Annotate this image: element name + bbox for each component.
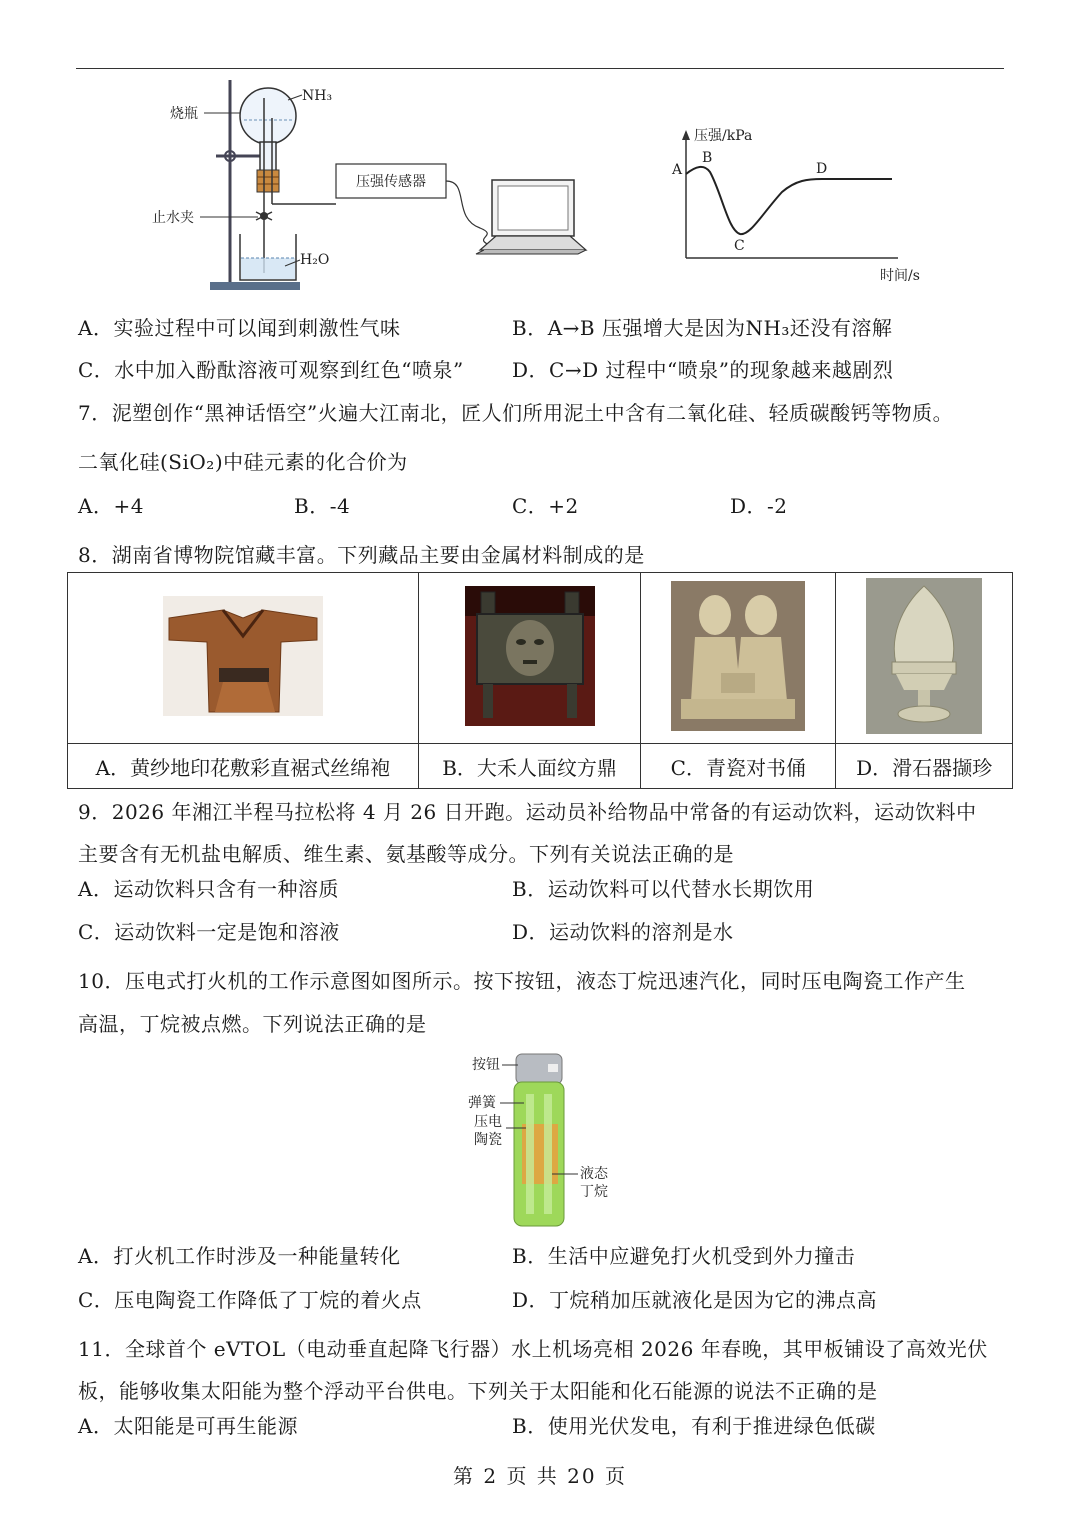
flask bbox=[240, 88, 296, 144]
q10-option-a: A．打火机工作时涉及一种能量转化 bbox=[78, 1244, 401, 1268]
q9-option-b: B．运动饮料可以代替水长期饮用 bbox=[512, 877, 815, 901]
q7-option-a: A．+4 bbox=[78, 494, 144, 518]
artifact-cell-c bbox=[641, 573, 836, 744]
point-c-label: C bbox=[734, 238, 745, 254]
artifact-caption-c: C．青瓷对书俑 bbox=[641, 744, 836, 789]
q8-artifact-table bbox=[67, 572, 1013, 789]
q10-option-d: D．丁烷稍加压就液化是因为它的沸点高 bbox=[512, 1288, 878, 1312]
butane-label-2: 丁烷 bbox=[580, 1184, 608, 1200]
button-label: 按钮 bbox=[472, 1057, 500, 1073]
computer-keyboard bbox=[480, 236, 586, 250]
q10-option-b: B．生活中应避免打火机受到外力撞击 bbox=[512, 1244, 856, 1268]
artifact-cell-d bbox=[836, 573, 1013, 744]
stopper bbox=[257, 170, 279, 192]
pressure-curve bbox=[686, 167, 892, 234]
q9-option-d: D．运动饮料的溶剂是水 bbox=[512, 920, 734, 944]
q7-stem-line2: 二氧化硅(SiO₂)中硅元素的化合价为 bbox=[78, 450, 408, 474]
flask-label: 烧瓶 bbox=[170, 106, 198, 122]
stand-base bbox=[210, 282, 300, 290]
artifact-caption-b: B．大禾人面纹方鼎 bbox=[418, 744, 641, 789]
q8-stem: 8．湖南省博物院馆藏丰富。下列藏品主要由金属材料制成的是 bbox=[78, 543, 645, 567]
q9-option-a: A．运动饮料只含有一种溶质 bbox=[78, 877, 339, 901]
piezo-label-1: 压电 bbox=[474, 1114, 502, 1130]
point-d-label: D bbox=[816, 161, 828, 177]
q9-stem-line1: 9．2026 年湘江半程马拉松将 4 月 26 日开跑。运动员补给物品中常备的有运动饮料，运动饮料中 bbox=[78, 800, 977, 824]
piezo-label-2: 陶瓷 bbox=[474, 1132, 502, 1148]
q10-option-c: C．压电陶瓷工作降低了丁烷的着火点 bbox=[78, 1288, 422, 1312]
sensor-label: 压强传感器 bbox=[356, 174, 426, 190]
y-axis-label: 压强/kPa bbox=[694, 128, 753, 144]
q11-stem-line1: 11．全球首个 eVTOL（电动垂直起降飞行器）水上机场亮相 2026 年春晚，其甲板铺设了高效光伏 bbox=[78, 1337, 988, 1361]
water-label: H₂O bbox=[300, 252, 330, 268]
talc-vessel-image bbox=[866, 578, 982, 734]
q7-option-d: D．-2 bbox=[730, 494, 788, 518]
q6-option-a: A．实验过程中可以闻到刺激性气味 bbox=[78, 316, 401, 340]
artifact-cell-a bbox=[68, 573, 419, 744]
lighter-diagram bbox=[462, 1050, 622, 1230]
q11-option-b: B．使用光伏发电，有利于推进绿色低碳 bbox=[512, 1414, 876, 1438]
q7-option-c: C．+2 bbox=[512, 494, 579, 518]
artifact-caption-d: D．滑石器撷珍 bbox=[836, 744, 1013, 789]
point-b-label: B bbox=[702, 150, 713, 166]
q10-stem-line1: 10．压电式打火机的工作示意图如图所示。按下按钮，液态丁烷迅速汽化，同时压电陶瓷工作产生 bbox=[78, 969, 966, 993]
silk-robe-image bbox=[163, 596, 323, 716]
q7-stem-line1: 7．泥塑创作“黑神话悟空”火遍大江南北，匠人们所用泥土中含有二氧化硅、轻质碳酸钙等物质。 bbox=[78, 401, 954, 425]
artifact-cell-b bbox=[418, 573, 641, 744]
page-footer: 第 2 页 共 20 页 bbox=[453, 1464, 627, 1488]
q6-option-d: D．C→D 过程中“喷泉”的现象越来越剧烈 bbox=[512, 358, 894, 382]
gas-label: NH₃ bbox=[302, 88, 333, 104]
q7-option-b: B．-4 bbox=[294, 494, 351, 518]
bronze-ding-image bbox=[465, 586, 595, 726]
q6-option-b: B．A→B 压强增大是因为NH₃还没有溶解 bbox=[512, 316, 893, 340]
q11-stem-line2: 板，能够收集太阳能为整个浮动平台供电。下列关于太阳能和化石能源的说法不正确的是 bbox=[78, 1379, 878, 1403]
q9-option-c: C．运动饮料一定是饱和溶液 bbox=[78, 920, 340, 944]
q6-option-c: C．水中加入酚酞溶液可观察到红色“喷泉” bbox=[78, 358, 464, 382]
q10-stem-line2: 高温，丁烷被点燃。下列说法正确的是 bbox=[78, 1012, 427, 1036]
clamp-label: 止水夹 bbox=[152, 210, 194, 226]
spring-label: 弹簧 bbox=[468, 1095, 496, 1111]
pressure-time-chart bbox=[662, 122, 952, 288]
q11-option-a: A．太阳能是可再生能源 bbox=[78, 1414, 298, 1438]
x-axis-label: 时间/s bbox=[880, 268, 920, 284]
artifact-caption-a: A．黄纱地印花敷彩直裾式丝绵袍 bbox=[68, 744, 419, 789]
point-a-label: A bbox=[672, 162, 683, 178]
fountain-apparatus-diagram bbox=[140, 78, 600, 300]
butane-label-1: 液态 bbox=[580, 1166, 608, 1182]
celadon-figurines-image bbox=[671, 581, 805, 731]
top-rule bbox=[76, 68, 1004, 69]
q9-stem-line2: 主要含有无机盐电解质、维生素、氨基酸等成分。下列有关说法正确的是 bbox=[78, 842, 734, 866]
